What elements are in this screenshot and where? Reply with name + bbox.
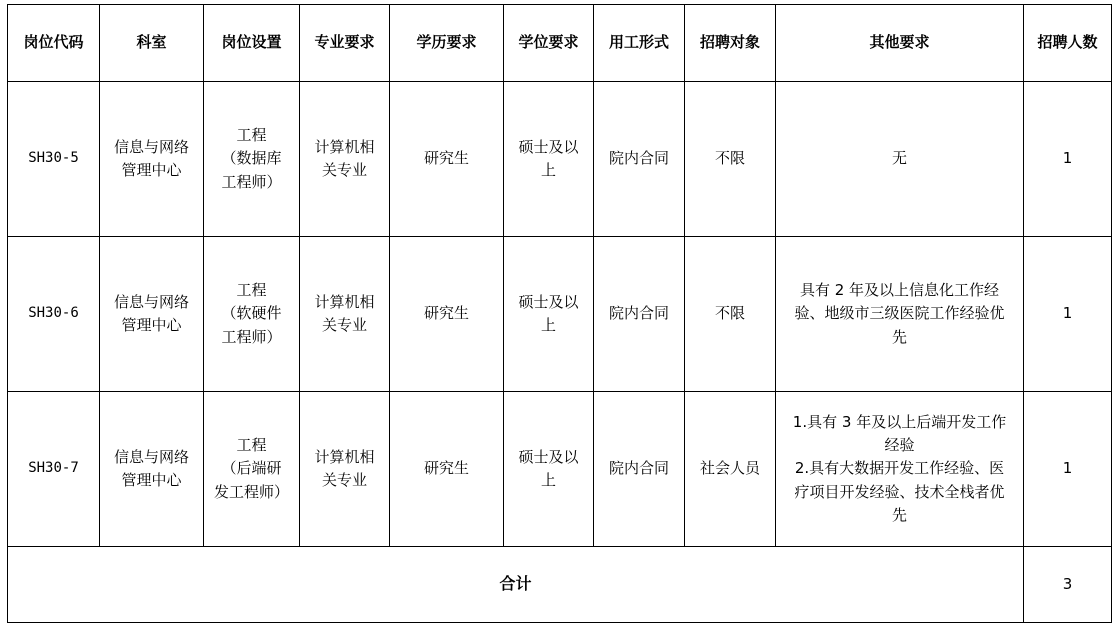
position-line: 工程师） [221, 327, 282, 346]
degree-line: 上 [540, 471, 556, 489]
degree-cell [504, 392, 594, 547]
dept-cell [100, 392, 204, 547]
other-req-cell [776, 392, 1024, 547]
header-code: 岗位代码 [8, 5, 100, 82]
dept-line: 管理中心 [121, 161, 182, 179]
degree-cell [504, 82, 594, 237]
table-row [8, 82, 1112, 237]
major-line: 关专业 [321, 161, 367, 179]
position-line: （软硬件 [221, 304, 282, 323]
degree-cell [504, 237, 594, 392]
dept-line: 管理中心 [121, 471, 182, 489]
position-code-cell: SH30-5 [8, 82, 100, 237]
target-cell: 社会人员 [685, 392, 776, 547]
position-line: （后端研 [221, 459, 282, 478]
position-line: 工程 [236, 436, 267, 455]
other-req-cell [776, 82, 1024, 237]
degree-line: 硕士及以 [518, 137, 579, 156]
header-education: 学历要求 [390, 5, 504, 82]
major-cell [300, 82, 390, 237]
position-line: 工程师） [221, 172, 282, 191]
major-line: 计算机相 [314, 447, 375, 466]
other-req-line: 2.具有大数据开发工作经验、医 [794, 459, 1005, 478]
header-count: 招聘人数 [1024, 5, 1112, 82]
position-code-cell: SH30-6 [8, 237, 100, 392]
table-row [8, 392, 1112, 547]
count-cell: 1 [1024, 237, 1112, 392]
table-row [8, 237, 1112, 392]
other-req-line: 先 [891, 327, 907, 346]
major-cell [300, 237, 390, 392]
header-target: 招聘对象 [685, 5, 776, 82]
total-row [8, 547, 1112, 623]
education-cell: 研究生 [390, 237, 504, 392]
other-req-line: 经验 [884, 436, 915, 455]
employment-cell: 院内合同 [594, 392, 685, 547]
employment-cell: 院内合同 [594, 237, 685, 392]
major-line: 计算机相 [314, 137, 375, 156]
target-cell: 不限 [685, 82, 776, 237]
total-label: 合计 [8, 547, 1024, 623]
other-req-line: 先 [891, 505, 907, 524]
other-req-line: 具有 2 年及以上信息化工作经 [799, 281, 1000, 300]
education-cell: 研究生 [390, 392, 504, 547]
header-dept: 科室 [100, 5, 204, 82]
major-line: 关专业 [321, 316, 367, 334]
position-cell [204, 392, 300, 547]
target-cell: 不限 [685, 237, 776, 392]
degree-line: 硕士及以 [518, 447, 579, 466]
degree-line: 上 [540, 316, 556, 334]
dept-line: 管理中心 [121, 316, 182, 334]
dept-line: 信息与网络 [113, 292, 189, 311]
other-req-line: 疗项目开发经验、技术全栈者优 [794, 482, 1005, 501]
position-line: 工程 [236, 126, 267, 145]
major-line: 关专业 [321, 471, 367, 489]
count-cell: 1 [1024, 392, 1112, 547]
dept-cell [100, 237, 204, 392]
major-line: 计算机相 [314, 292, 375, 311]
recruitment-table [7, 4, 1112, 623]
dept-cell [100, 82, 204, 237]
major-cell [300, 392, 390, 547]
header-other: 其他要求 [776, 5, 1024, 82]
other-req-line: 1.具有 3 年及以上后端开发工作 [792, 412, 1007, 431]
header-degree: 学位要求 [504, 5, 594, 82]
header-employment: 用工形式 [594, 5, 685, 82]
dept-line: 信息与网络 [113, 447, 189, 466]
position-cell [204, 82, 300, 237]
count-cell: 1 [1024, 82, 1112, 237]
other-req-cell [776, 237, 1024, 392]
employment-cell: 院内合同 [594, 82, 685, 237]
header-major: 专业要求 [300, 5, 390, 82]
position-line: 工程 [236, 281, 267, 300]
position-code-cell: SH30-7 [8, 392, 100, 547]
header-row [8, 5, 1112, 82]
position-line: （数据库 [221, 149, 282, 168]
position-line: 发工程师） [213, 482, 289, 501]
dept-line: 信息与网络 [113, 137, 189, 156]
degree-line: 硕士及以 [518, 292, 579, 311]
education-cell: 研究生 [390, 82, 504, 237]
total-count: 3 [1024, 547, 1112, 623]
position-cell [204, 237, 300, 392]
degree-line: 上 [540, 161, 556, 179]
header-position: 岗位设置 [204, 5, 300, 82]
other-req-line: 验、地级市三级医院工作经验优 [794, 304, 1005, 323]
other-req-line: 无 [891, 149, 907, 168]
